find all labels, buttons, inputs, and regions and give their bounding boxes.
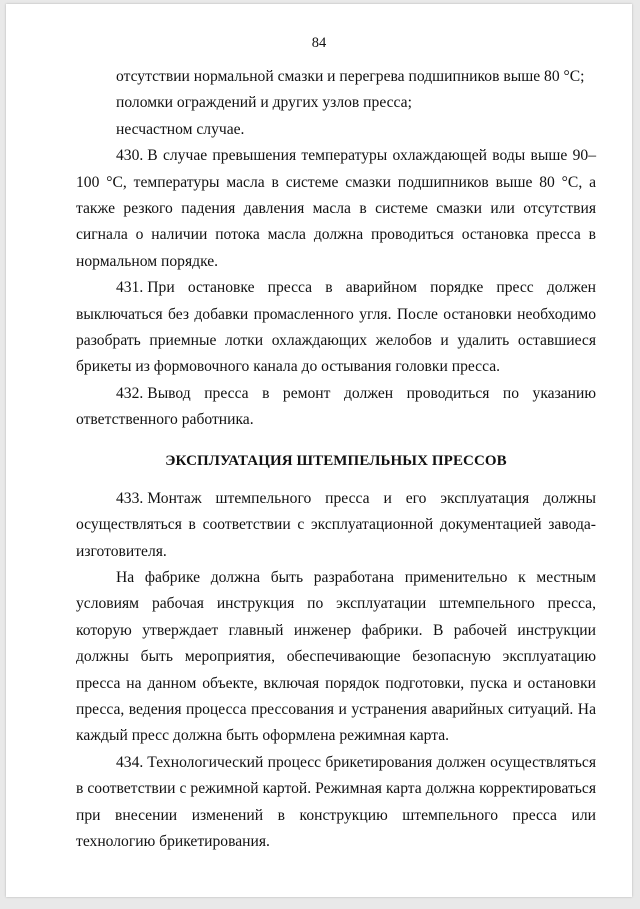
clause-number: 430. [116, 147, 144, 165]
clause-text: Технологический процесс брикетирования должен осуществляться в соответствии с режимной картой. Режимная карта должна корректироваться при внесении изменений в конструкцию штемпельного пресса или технологию брикетирования. [76, 753, 596, 850]
clause-number: 432. [116, 384, 144, 402]
clause-number: 431. [116, 279, 144, 297]
clause-number: 434. [116, 753, 144, 771]
clause-text: Вывод пресса в ремонт должен проводиться по указанию ответственного работника. [76, 384, 596, 429]
clause-430 [76, 143, 596, 275]
clause-number: 433. [116, 489, 144, 507]
clause-text: При остановке пресса в аварийном порядке пресс должен выключаться без добавки промасленного угля. После остановки необходимо разобрать приемные лотки охлаждающих желобов и удалить оставшиеся брикеты из формовочного канала до остывания головки пресса. [76, 279, 596, 376]
clause-text: Монтаж штемпельного пресса и его эксплуатация должны осуществляться в соответствии с эксплуатационной документацией завода-изготовителя. [76, 489, 596, 560]
clause-433-continuation: На фабрике должна быть разработана применительно к местным условиям рабочая инструкция по эксплуатации штемпельного пресса, которую утверждает главный инженер фабрики. В рабочей инструкции должны быть мероприятия, обеспечивающие безопасную эксплуатацию пресса на данном объекте, включая порядок подготовки, пуска и остановки пресса, ведения процесса прессования и устранения аварийных ситуаций. На каждый пресс должна быть оформлена режимная карта. [76, 568, 596, 745]
clause-text: В случае превышения температуры охлаждающей воды выше 90–100 °C, температуры масла в системе смазки подшипников выше 80 °C, а также резкого падения давления масла в системе смазки или отсутствия сигнала о наличии потока масла должна проводиться остановка пресса в нормальном порядке. [76, 147, 596, 270]
section-heading: ЭКСПЛУАТАЦИЯ ШТЕМПЕЛЬНЫХ ПРЕССОВ [165, 452, 507, 469]
list-item-guard-breakage: поломки ограждений и других узлов пресса; [116, 94, 412, 112]
page-content [76, 64, 596, 855]
clause-433 [76, 486, 596, 565]
clause-434 [76, 750, 596, 856]
clause-431 [76, 275, 596, 381]
page-number: 84 [311, 35, 327, 51]
list-item-accident: несчастном случае. [116, 120, 245, 138]
list-item-no-lubrication: отсутствии нормальной смазки и перегрева подшипников выше 80 °C; [116, 68, 585, 85]
clause-432 [76, 381, 596, 434]
document-page [6, 4, 632, 897]
